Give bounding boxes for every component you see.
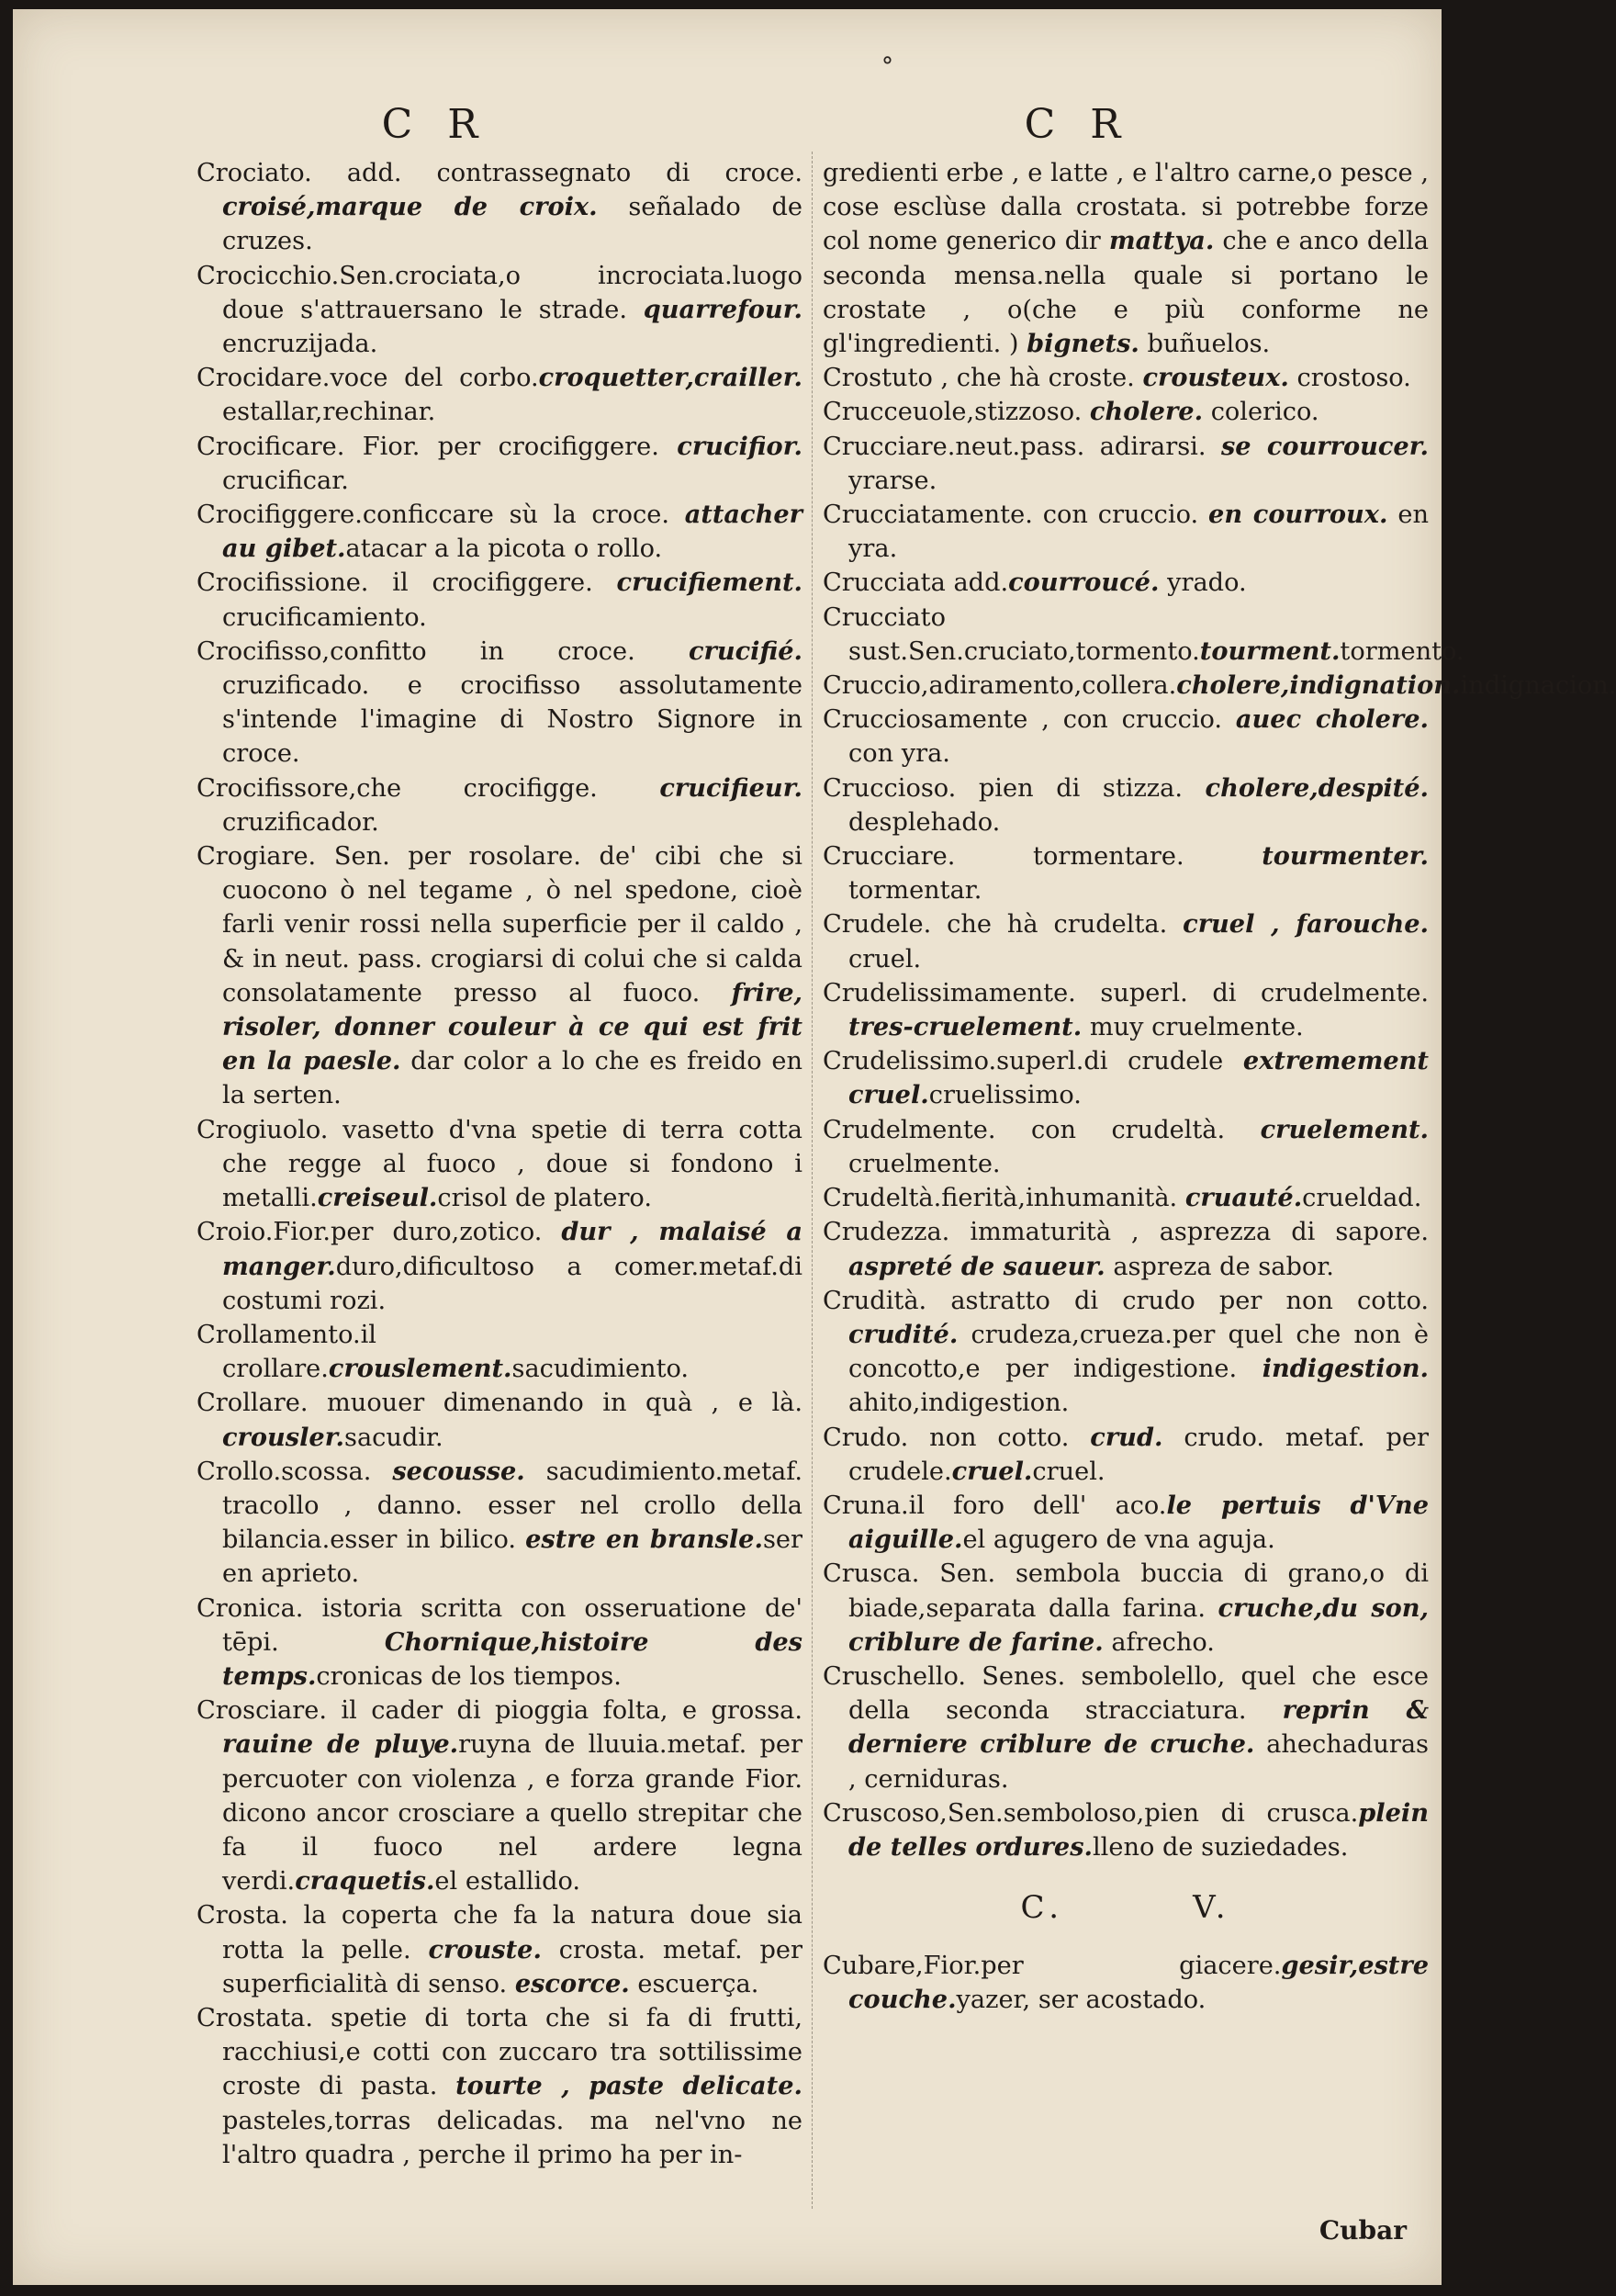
entry-italian: voce del corbo. (330, 364, 539, 393)
entry-spanish-2: cruel. (1032, 1457, 1105, 1486)
entry-spanish: en yra. (848, 501, 1429, 564)
dictionary-entry (823, 1044, 1429, 1112)
entry-french: crousler. (222, 1422, 345, 1452)
continuation-text: gredienti erbe , e latte , e l'altro carne,o pesce , cose esclùse dalla crostata. si potrebbe forze col nome generico dir (823, 159, 1429, 256)
entry-french-2: cruel. (951, 1456, 1033, 1486)
entry-french-2: indigestion. (1262, 1354, 1429, 1384)
entry-spanish: ahechaduras , cerniduras. (848, 1730, 1430, 1794)
entry-italian: Sen. per rosolare. de' cibi che si cuocono ò nel tegame , ò nel spedone, cioè farli venir rossi nella superficie per il caldo , & in neut. pass. crogiarsi di colui che si calda consolatamente presso al fuoco. (222, 842, 802, 1007)
entry-italian: vasetto d'vna spetie di terra cotta che regge al fuoco , doue si fondono i metalli. (222, 1115, 802, 1213)
entry-french-2: escorce. (514, 1968, 630, 1998)
entry-french: Chornique,histoire des temps. (222, 1626, 802, 1691)
entry-headword: Cruccioso. (823, 773, 957, 803)
entry-headword: Crollamento. (196, 1320, 361, 1349)
entry-headword: Cruna. (823, 1491, 909, 1520)
entry-spanish: crostoso. (1288, 364, 1411, 393)
dictionary-entry (196, 361, 802, 429)
dictionary-entry (196, 1386, 802, 1454)
entry-italian: add. contrassegnato di croce. (311, 159, 802, 187)
entry-headword: Crocifissione. (196, 568, 369, 598)
entry-headword: Crogiare. (196, 842, 317, 872)
entry-headword: Crucciato (823, 602, 946, 632)
entry-headword: Crucciare. (823, 432, 956, 461)
entry-headword: Crocifisso, (196, 636, 331, 666)
entry-headword: Crollo. (196, 1457, 282, 1486)
right-column-header: C R (1024, 101, 1132, 148)
entry-italian: spetie di torta che si fa di frutti, racchiusi,e cotti con zuccaro tra sottilissime croste di pasta. (222, 2003, 802, 2101)
dictionary-entry (823, 601, 1464, 669)
column-divider (812, 152, 813, 2209)
entry-spanish: tormentar. (848, 876, 982, 906)
entry-headword: Crudelmente. (823, 1115, 996, 1144)
right-entries (823, 361, 1616, 1864)
dictionary-entry (823, 771, 1429, 839)
entry-italian: superl.di crudele (996, 1047, 1243, 1076)
entry-french: gesir,estre couche. (848, 1951, 1429, 2015)
entry-headword: Crudelissimo. (823, 1047, 997, 1076)
entry-spanish: sacudimiento.metaf. tracollo , danno. esser nel crollo della bilancia.esser in bilico. (222, 1457, 802, 1555)
dictionary-entry (823, 1796, 1429, 1864)
entry-italian: il crollare. (222, 1320, 376, 1384)
entry-spanish: desplehado. (848, 807, 1001, 837)
entry-headword: Cronica. (196, 1593, 304, 1623)
dictionary-entry (823, 498, 1429, 566)
continuation-text-2: che e anco della seconda mensa.nella quale si portano le crostate , o(che e più conforme ne gl'ingredienti. ) (823, 227, 1429, 359)
dictionary-entry (196, 1215, 802, 1318)
entry-italian: non cotto. (908, 1423, 1091, 1452)
entry-spanish: cruelmente. (848, 1149, 1001, 1178)
entry-spanish: crisol de platero. (437, 1184, 652, 1213)
dictionary-entry (823, 1181, 1429, 1215)
entry-french: courroucé. (1008, 568, 1160, 598)
entry-headword: Croio. (196, 1218, 274, 1247)
entry-headword: Crudeltà. (823, 1184, 942, 1213)
left-column-header: C R (381, 101, 489, 148)
entry-italian: immaturità , asprezza di sapore. (949, 1218, 1429, 1247)
entry-spanish: crucificamiento. (222, 602, 427, 632)
dictionary-entry (823, 395, 1429, 429)
entry-italian: che crocifigge. (356, 773, 660, 803)
entry-headword: Crucciata (823, 568, 946, 598)
entry-italian: il crocifiggere. (368, 568, 617, 598)
entry-french: cruauté. (1184, 1183, 1303, 1213)
entry-spanish: con yra. (848, 739, 950, 769)
entry-headword: Cruccio, (823, 671, 929, 701)
entry-french: en courroux. (1208, 500, 1388, 530)
entry-spanish: encruzijada. (222, 330, 378, 359)
entry-spanish: atacar a la picota o rollo. (345, 535, 663, 564)
entry-headword: Crucceuole, (823, 398, 975, 427)
dictionary-entry (823, 566, 1429, 600)
entry-italian: con crudeltà. (995, 1115, 1261, 1144)
entry-spanish: afrecho. (1103, 1627, 1215, 1657)
entry-spanish: crudeza,crueza.per quel che non è concotto,e per indigestione. (848, 1320, 1429, 1384)
page-mark: ° (881, 53, 893, 81)
dictionary-entry (196, 498, 802, 566)
dictionary-entry (823, 1284, 1429, 1421)
entry-french: dur , malaisé a manger. (222, 1217, 802, 1281)
dictionary-entry (823, 669, 1616, 703)
right-column (823, 156, 1616, 2018)
catchword: Cubar (1319, 2215, 1407, 2245)
dictionary-entry (823, 430, 1429, 498)
entry-headword: Crosta. (196, 1901, 288, 1930)
entry-french: crouste. (428, 1934, 542, 1964)
entry-spanish: aspreza de sabor. (1105, 1252, 1334, 1281)
entry-headword: Cruschello. (823, 1661, 967, 1691)
entry-spanish: cruzificador. (222, 807, 379, 837)
entry-italian: adiramento,collera. (928, 671, 1177, 701)
dictionary-entry (823, 361, 1429, 395)
entry-french: cruche,du son, criblure de farine. (848, 1593, 1429, 1657)
entry-spanish: sacudir. (344, 1423, 443, 1452)
continuation-french-2: bignets. (1027, 329, 1139, 359)
entry-headword: Cruscoso, (823, 1798, 948, 1828)
entry-french: auec cholere. (1235, 704, 1429, 735)
entry-headword: Crollare. (196, 1389, 309, 1418)
dictionary-entry (196, 430, 802, 498)
dictionary-entry (196, 1898, 802, 2001)
entry-french: cruel , farouche. (1183, 909, 1429, 940)
entry-italian: confitto in croce. (330, 636, 689, 666)
entry-italian: Senes. sembolello, quel che esce della seconda stracciatura. (848, 1661, 1429, 1726)
entry-italian: Sen. sembola buccia di grano,o di biade,separata dalla farina. (848, 1559, 1429, 1623)
entry-headword: Crudezza. (823, 1218, 950, 1247)
continuation-entry (823, 156, 1429, 361)
entry-spanish-2: ahito,indigestion. (848, 1389, 1070, 1418)
entry-headword: Crucciare. (823, 842, 956, 872)
entry-headword: Crudità. (823, 1286, 927, 1315)
entry-spanish: crudo. metaf. per crudele. (848, 1423, 1429, 1486)
entry-french: tres-cruelement. (848, 1012, 1083, 1042)
entry-french: cholere,despité. (1205, 772, 1429, 803)
entry-french: crouslement. (328, 1354, 512, 1384)
section-heading (823, 1886, 1429, 1929)
entry-spanish: indignacion. (1460, 671, 1616, 701)
dictionary-entry (196, 156, 802, 259)
entry-french: tourte , paste delicate. (455, 2071, 802, 2101)
entry-spanish: yazer, ser acostado. (956, 1986, 1206, 2015)
entry-spanish-2: escuerça. (629, 1969, 759, 1998)
entry-italian: add. (945, 568, 1009, 598)
entry-french: crucifior. (677, 431, 802, 461)
entry-spanish: cruelissimo. (928, 1081, 1082, 1110)
entry-french: cholere. (1089, 397, 1204, 427)
entry-spanish: lleno de suziedades. (1092, 1832, 1349, 1862)
entry-spanish: estallar,rechinar. (222, 398, 436, 427)
dictionary-entry (196, 1592, 802, 1694)
entry-french-2: estre en bransle. (525, 1525, 763, 1555)
dictionary-entry (196, 259, 802, 362)
after-section-entries (823, 1949, 1429, 2017)
entry-spanish: cronicas de los tiempos. (316, 1661, 622, 1691)
dictionary-entry (196, 1455, 802, 1592)
entry-headword: Crosciare. (196, 1696, 327, 1726)
entry-headword: Crostuto (823, 364, 933, 393)
dictionary-entry (196, 1113, 802, 1216)
dictionary-entry (196, 839, 802, 1113)
entry-spanish: dar color a lo che es freido en la serten. (222, 1047, 802, 1110)
entry-italian: conficcare sù la croce. (362, 501, 685, 530)
entry-italian: Sen.semboloso,pien di crusca. (947, 1798, 1359, 1828)
entry-italian: , che hà croste. (932, 364, 1143, 393)
entry-headword: Crociato. (196, 159, 312, 187)
dictionary-entry (823, 1421, 1429, 1489)
dictionary-entry (823, 1113, 1429, 1181)
entry-headword: Crucciosamente (823, 705, 1028, 735)
entry-french: rauine de pluye. (222, 1729, 459, 1760)
dictionary-entry (823, 1949, 1429, 2017)
entry-french: crucifié. (688, 636, 802, 666)
entry-italian: con cruccio. (1032, 501, 1209, 530)
section-letter-right: V. (1193, 1889, 1231, 1927)
entry-spanish: colerico. (1203, 398, 1319, 427)
dictionary-entry (196, 566, 802, 634)
entry-italian: il foro dell' aco. (908, 1491, 1167, 1520)
entry-headword: Crucciatamente. (823, 501, 1033, 530)
entry-italian: la coperta che fa la natura doue sia rotta la pelle. (222, 1901, 802, 1964)
entry-italian: muouer dimenando in quà , e là. (308, 1389, 802, 1418)
entry-french: tourmenter. (1262, 841, 1429, 872)
entry-italian: fierità,inhumanità. (941, 1184, 1185, 1213)
entry-french: le pertuis d'Vne aiguille. (848, 1490, 1429, 1555)
entry-spanish: sacudimiento. (511, 1355, 690, 1384)
section-letter-left: C. (1020, 1889, 1065, 1927)
entry-italian: che hà crudelta. (931, 910, 1184, 940)
entry-french: crousteux. (1142, 363, 1289, 393)
entry-french-2: craquetis. (295, 1866, 435, 1896)
entry-italian: Sen.crociata,o incrociata.luogo doue s'attrauersano le strade. (222, 261, 802, 324)
dictionary-page (13, 9, 1616, 2285)
entry-headword: Crocifissore, (196, 773, 357, 803)
entry-italian: superl. di crudelmente. (1075, 978, 1429, 1007)
entry-spanish-2: el estallido. (434, 1867, 581, 1896)
entry-french: aspreté de saueur. (848, 1251, 1105, 1281)
entry-spanish: yrarse. (848, 466, 937, 495)
entry-french: cruelement. (1260, 1114, 1429, 1144)
dictionary-entry (823, 703, 1429, 771)
entry-french: crucifiement. (616, 568, 802, 598)
entry-french: attacher au gibet. (222, 500, 802, 564)
entry-italian: Fior.per giacere. (923, 1952, 1282, 1981)
entry-spanish: duro,dificultoso a comer.metaf.di costumi rozi. (222, 1252, 802, 1315)
entry-spanish: señalado de cruzes. (222, 193, 802, 256)
entry-italian: istoria scritta con osseruatione de' tēpi. (222, 1593, 802, 1657)
entry-headword: Crocificare. (196, 432, 345, 461)
entry-italian: neut.pass. adirarsi. (955, 432, 1221, 461)
dictionary-entry (196, 635, 802, 771)
entry-headword: Crocicchio. (196, 261, 340, 290)
entry-spanish: yrado. (1159, 568, 1247, 598)
entry-headword: Crostata. (196, 2003, 314, 2032)
entry-spanish: pasteles,torras delicadas. ma nel'vno ne l'altro quadra , perche il primo ha per in- (222, 2106, 802, 2169)
entry-spanish: tormento. (1340, 636, 1464, 666)
entry-italian: sust.Sen.cruciato,tormento. (848, 636, 1200, 666)
dictionary-entry (823, 1489, 1429, 1557)
left-column (196, 156, 802, 2172)
entry-headword: Crudele. (823, 910, 932, 940)
entry-french: cholere,indignation. (1176, 670, 1461, 701)
entry-french: frire, risoler, donner couleur à ce qui est frit en la paesle. (222, 977, 802, 1076)
dictionary-entry (823, 1557, 1429, 1660)
dictionary-entry (823, 1660, 1429, 1796)
entry-french: croquetter,crailler. (538, 363, 802, 393)
dictionary-entry (196, 771, 802, 839)
entry-french: se courroucer. (1220, 431, 1430, 461)
entry-spanish: cruel. (848, 944, 922, 974)
continuation-french: mattya. (1108, 226, 1215, 256)
dictionary-entry (196, 1694, 802, 1898)
entry-headword: Crusca. (823, 1559, 920, 1589)
continuation-spanish-2: buñuelos. (1139, 330, 1271, 359)
entry-italian: scossa. (281, 1457, 393, 1486)
entry-italian: il cader di pioggia folta, e grossa. (326, 1696, 802, 1726)
entry-italian: tormentare. (955, 842, 1262, 872)
entry-french: reprin & derniere criblure de cruche. (848, 1695, 1429, 1760)
entry-french: extremement cruel. (848, 1046, 1429, 1110)
dictionary-entry (196, 2001, 802, 2172)
dictionary-entry (823, 907, 1429, 975)
entry-spanish: ruyna de lluuia.metaf. per percuoter con violenza , e forza grande Fior. dicono ancor crosciare a quello strepitar che fa il fuoco nel ardere legna verdi. (222, 1730, 802, 1896)
entry-french: secousse. (392, 1456, 525, 1486)
dictionary-entry (823, 1215, 1429, 1283)
entry-french: quarrefour. (643, 294, 802, 324)
entry-spanish: crosta. metaf. per superficialità di senso. (222, 1935, 802, 1998)
dictionary-entry (196, 1318, 802, 1386)
entry-spanish: crueldad. (1302, 1184, 1422, 1213)
entry-french: crud. (1090, 1422, 1163, 1452)
entry-spanish: el agugero de vna aguja. (962, 1525, 1275, 1555)
dictionary-entry (823, 976, 1429, 1044)
entry-french: crudité. (848, 1319, 959, 1349)
entry-italian: astratto di crudo per non cotto. (926, 1286, 1429, 1315)
entry-spanish: muy cruelmente. (1082, 1013, 1304, 1042)
entry-french: croisé,marque de croix. (222, 192, 598, 222)
dictionary-entry (823, 839, 1429, 907)
entry-italian: Fior. per crocifiggere. (344, 432, 678, 461)
entry-french: plein de telles ordures. (848, 1797, 1429, 1862)
entry-italian: , con cruccio. (1027, 705, 1236, 735)
entry-italian: pien di stizza. (956, 773, 1206, 803)
entry-headword: Crudo. (823, 1423, 909, 1452)
entry-italian: stizzoso. (974, 398, 1090, 427)
entry-italian: Fior.per duro,zotico. (273, 1218, 562, 1247)
entry-headword: Crocifiggere. (196, 501, 363, 530)
entry-headword: Crocidare. (196, 364, 331, 393)
entry-headword: Crudelissimamente. (823, 978, 1076, 1007)
entry-spanish-2: ser en aprieto. (222, 1525, 802, 1589)
entry-headword: Cubare, (823, 1952, 924, 1981)
entry-french: crucifieur. (659, 772, 802, 803)
entry-french: tourment. (1199, 636, 1341, 666)
entry-french: creiseul. (317, 1183, 438, 1213)
entry-spanish: cruzificado. e crocifisso assolutamente s'intende l'imagine di Nostro Signore in croce. (222, 671, 802, 769)
entry-headword: Crogiuolo. (196, 1115, 329, 1144)
entry-spanish: crucificar. (222, 466, 349, 495)
